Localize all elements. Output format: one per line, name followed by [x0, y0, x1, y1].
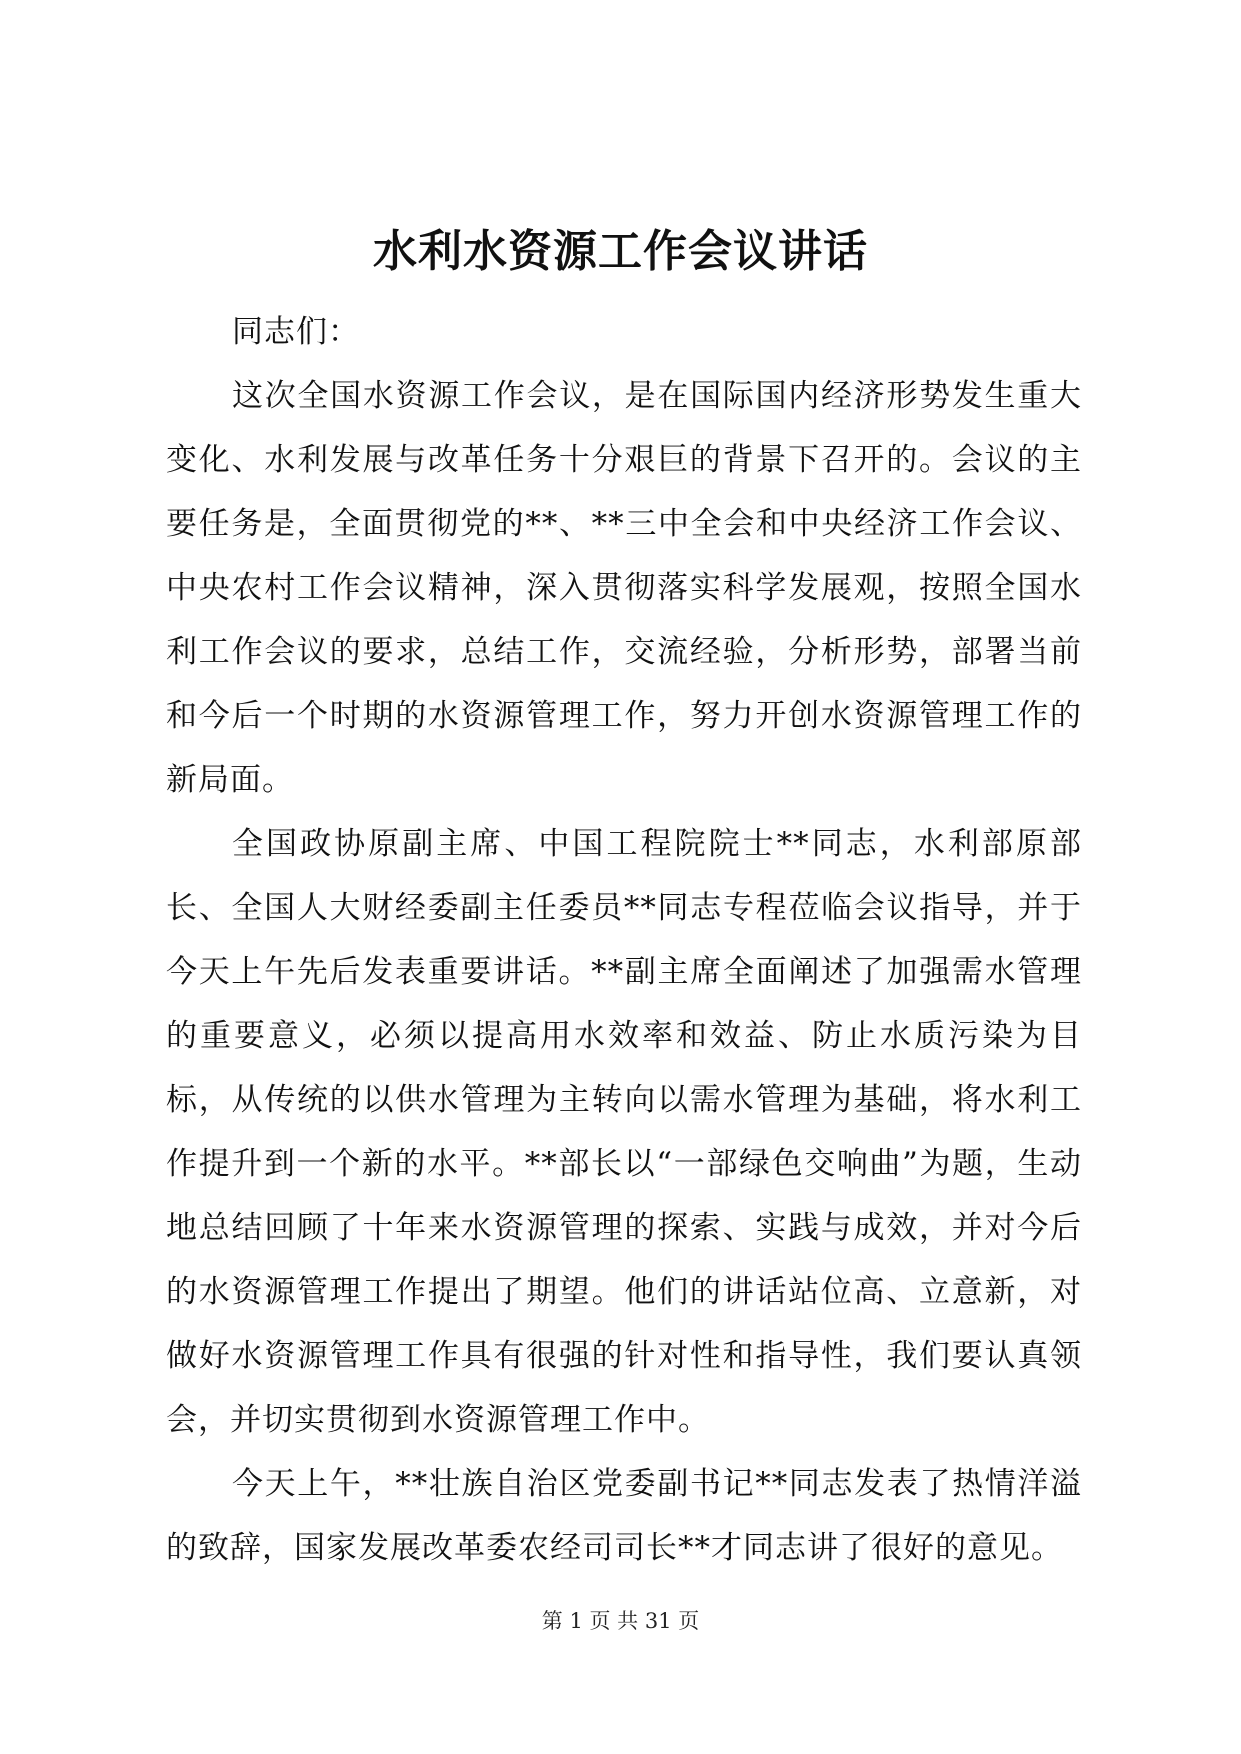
salutation: 同志们：: [232, 314, 360, 350]
document-body: [166, 300, 1082, 1580]
paragraph: 今天上午，**壮族自治区党委副书记**同志发表了热情洋溢的致辞，国家发展改革委农经司司长**才同志讲了很好的意见。: [166, 1466, 1082, 1566]
paragraph: 全国政协原副主席、中国工程院院士**同志，水利部原部长、全国人大财经委副主任委员**同志专程莅临会议指导，并于今天上午先后发表重要讲话。**副主席全面阐述了加强需水管理的重要意义，必须以提高用水效率和效益、防止水质污染为目标，从传统的以供水管理为主转向以需水管理为基础，将水利工作提升到一个新的水平。**部长以“一部绿色交响曲”为题，生动地总结回顾了十年来水资源管理的探索、实践与成效，并对今后的水资源管理工作提出了期望。他们的讲话站位高、立意新，对做好水资源管理工作具有很强的针对性和指导性，我们要认真领会，并切实贯彻到水资源管理工作中。: [166, 826, 1082, 1438]
page-number-footer: 第 1 页 共 31 页: [541, 1609, 700, 1633]
document-title: 水利水资源工作会议讲话: [373, 226, 868, 277]
paragraph: 这次全国水资源工作会议，是在国际国内经济形势发生重大变化、水利发展与改革任务十分艰巨的背景下召开的。会议的主要任务是，全面贯彻党的**、**三中全会和中央经济工作会议、中央农村工作会议精神，深入贯彻落实科学发展观，按照全国水利工作会议的要求，总结工作，交流经验，分析形势，部署当前和今后一个时期的水资源管理工作，努力开创水资源管理工作的新局面。: [166, 378, 1082, 798]
